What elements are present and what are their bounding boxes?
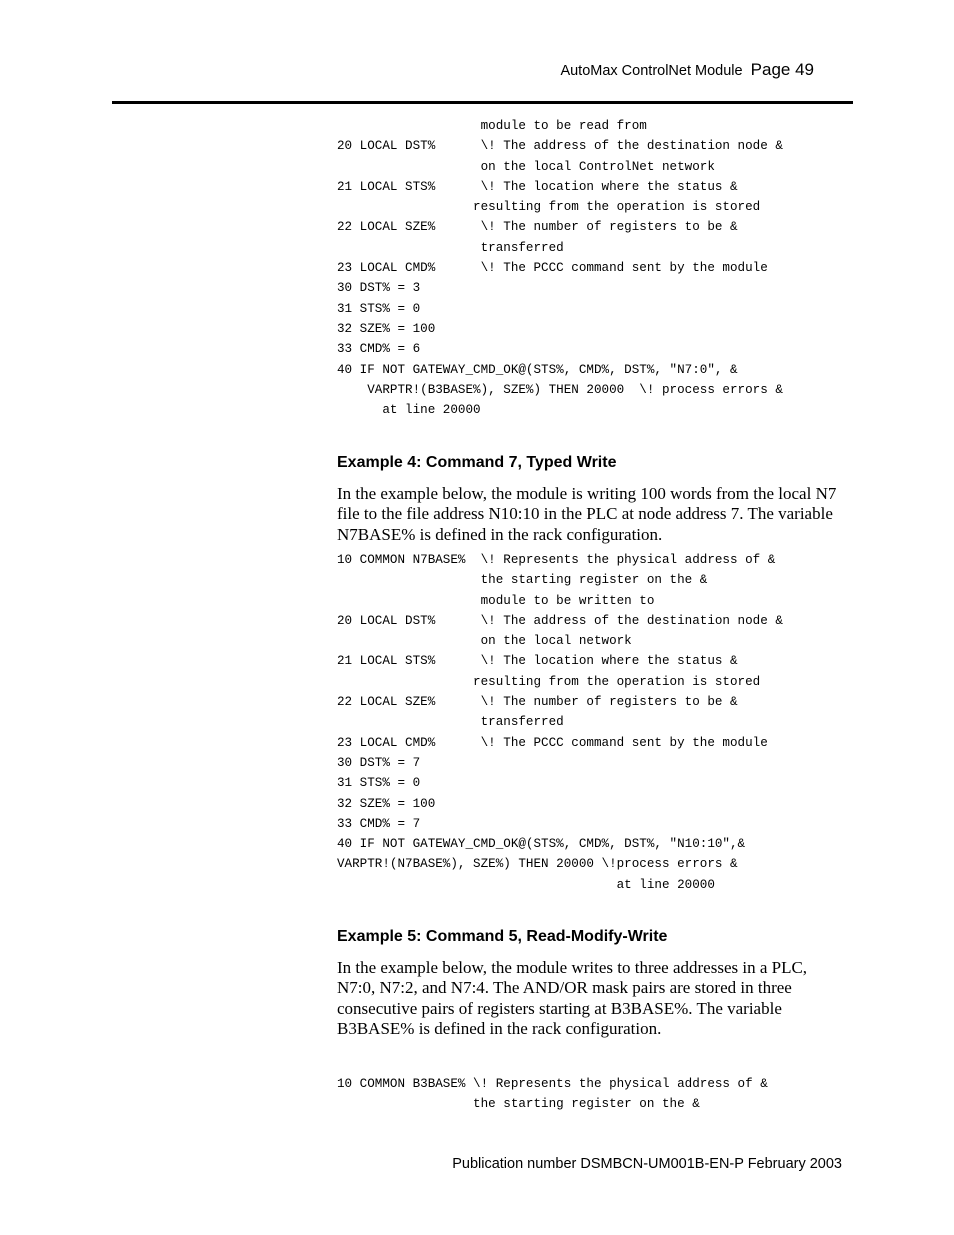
header-rule [112, 101, 853, 104]
publication-footer: Publication number DSMBCN-UM001B-EN-P February 2003 [452, 1156, 842, 1172]
paragraph-line: N7:0, N7:2, and N7:4. The AND/OR mask pairs are stored in three [337, 978, 792, 998]
code-block-example-4: 10 COMMON N7BASE% \! Represents the physical address of & the starting register on the & module to be written to 20 LOCAL DST% \! The address of the destination node & on the local network 21 LOCAL STS% \! The location where the status & resulting from the operation is stored 22 LOCAL SZE% \! The number of registers to be & transferred 23 LOCAL CMD% \! The PCCC command sent by the module 30 DST% = 7 31 STS% = 0 32 SZE% = 100 33 CMD% = 7 40 IF NOT GATEWAY_CMD_OK@(STS%, CMD%, DST%, "N10:10",& VARPTR!(N7BASE%), SZE%) THEN 20000 \!process errors & at line 20000 [337, 553, 783, 892]
code-block-example-5: 10 COMMON B3BASE% \! Represents the physical address of & the starting register on the & [337, 1077, 768, 1112]
paragraph-line: N7BASE% is defined in the rack configuration. [337, 524, 663, 544]
paragraph-line: In the example below, the module writes to three addresses in a PLC, [337, 958, 808, 977]
page-number: Page 49 [750, 60, 814, 79]
page-header [560, 60, 814, 80]
paragraph-line: file to the file address N10:10 in the PLC at node address 7. The variable [337, 504, 833, 524]
header-title: AutoMax ControlNet Module [560, 63, 743, 79]
example-4-paragraph [337, 484, 857, 545]
paragraph-line: In the example below, the module is writing 100 words from the local N7 [337, 484, 837, 503]
example-5-paragraph [337, 958, 857, 1039]
paragraph-line: consecutive pairs of registers starting at B3BASE%. The variable [337, 998, 782, 1018]
paragraph-line: B3BASE% is defined in the rack configuration. [337, 1018, 662, 1038]
example-4-heading: Example 4: Command 7, Typed Write [337, 454, 617, 471]
code-block-example-3: module to be read from 20 LOCAL DST% \! The address of the destination node & on the local ControlNet network 21 LOCAL STS% \! The location where the status & resulting from the operation is stored 22 LOCAL SZE% \! The number of registers to be & transferred 23 LOCAL CMD% \! The PCCC command sent by the module 30 DST% = 3 31 STS% = 0 32 SZE% = 100 33 CMD% = 6 40 IF NOT GATEWAY_CMD_OK@(STS%, CMD%, DST%, "N7:0", & VARPTR!(B3BASE%), SZE%) THEN 20000 \! process errors & at line 20000 [337, 119, 783, 418]
example-5-heading: Example 5: Command 5, Read-Modify-Write [337, 928, 668, 945]
